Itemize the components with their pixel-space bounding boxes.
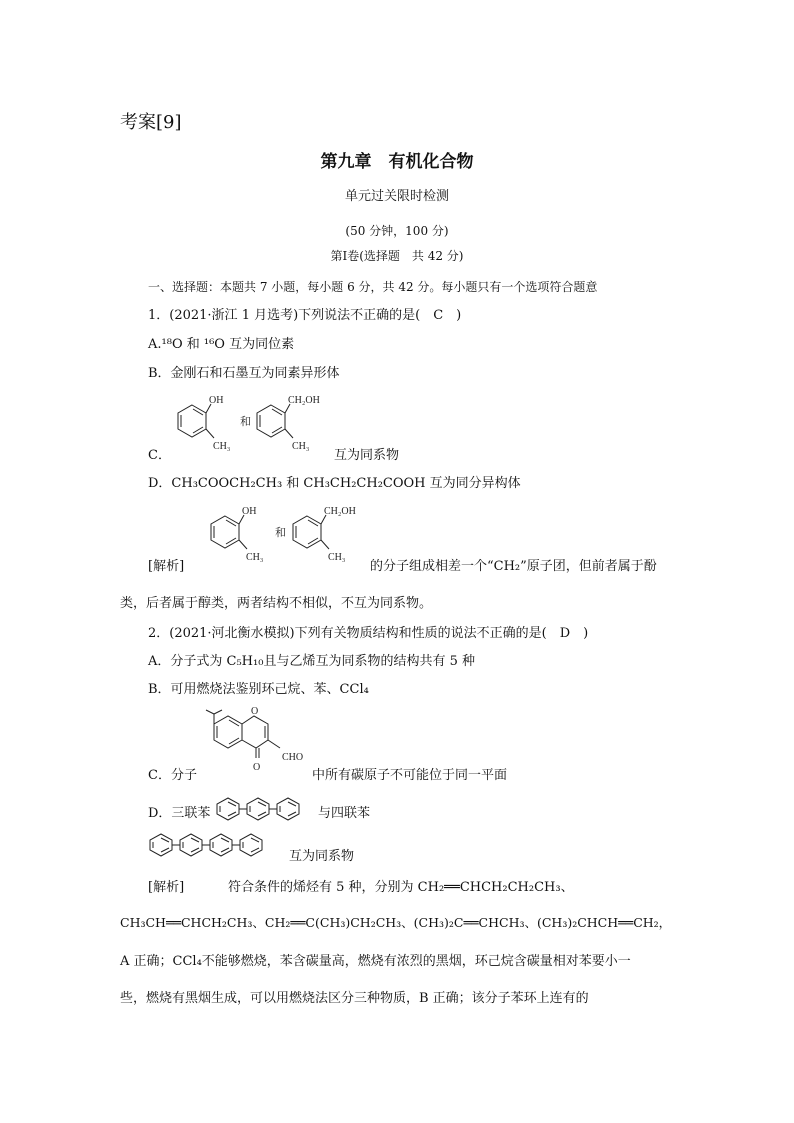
q1-explanation-label: [解析] [148, 559, 185, 574]
volume-title: 第Ⅰ卷(选择题 共 42 分) [330, 249, 464, 263]
q2-stem: 2．(2021·河北衡水模拟)下列有关物质结构和性质的说法不正确的是( D ) [148, 626, 589, 641]
methylbenzyl-alcohol-structure [257, 395, 320, 452]
q1-option-b: B．金刚石和石墨互为同素异形体 [148, 366, 340, 381]
q1-option-c-prefix: C． [148, 448, 171, 463]
exam-label: 考案[9] [120, 112, 182, 133]
q2-explanation-line1: 符合条件的烯烃有 5 种，分别为 CH₂══CHCH₂CH₂CH₃、 [228, 880, 574, 895]
ch3-label: CH₃ [328, 552, 346, 563]
q2-explanation-line3: A 正确；CCl₄不能够燃烧，苯含碳量高，燃烧有浓烈的黑烟，环己烷含碳量相对苯要小一 [120, 954, 631, 969]
and-label: 和 [240, 416, 251, 428]
q2-option-b: B．可用燃烧法鉴别环己烷、苯、CCl₄ [148, 682, 369, 697]
q2-explanation-label: [解析] [148, 880, 185, 895]
keto-o-label: O [253, 762, 261, 773]
ch2oh-label: CH₂OH [288, 395, 320, 406]
quaterphenyl-structure [147, 830, 297, 858]
q1-option-d: D．CH₃COOCH₂CH₃ 和 CH₃CH₂CH₂COOH 互为同分异构体 [148, 476, 521, 491]
q2-explanation-line2: CH₃CH══CHCH₂CH₃、CH₂══C(CH₃)CH₂CH₃、(CH₃)₂C══CHCH₃、(CH₃)₂CHCH══CH₂， [120, 915, 672, 930]
q1-explanation-line2: 类，后者属于醇类，两者结构不相似，不互为同系物。 [120, 596, 433, 611]
q2-option-c-suffix: 中所有碳原子不可能位于同一平面 [312, 768, 508, 783]
cho-label: CHO [282, 752, 304, 763]
ring-o-label: O [251, 706, 259, 717]
q1-option-c-suffix: 互为同系物 [334, 448, 400, 463]
oh-label: OH [242, 506, 257, 517]
terphenyl-structure [214, 794, 318, 822]
o-cresol-structure [211, 506, 263, 563]
q1-stem: 1．(2021·浙江 1 月选考)下列说法不正确的是( C ) [148, 308, 462, 323]
q2-chromone-structure [196, 700, 326, 780]
ch2oh-label: CH₂OH [324, 506, 356, 517]
subtitle: 单元过关限时检测 [344, 189, 449, 204]
ch3-label: CH₃ [246, 552, 264, 563]
q2-explanation-line4: 些，燃烧有黑烟生成，可以用燃烧法区分三种物质，B 正确；该分子苯环上连有的 [120, 991, 589, 1006]
section-instructions: 一、选择题：本题共 7 小题，每小题 6 分，共 42 分。每小题只有一个选项符合题意 [148, 280, 598, 294]
time-score: (50 分钟，100 分) [345, 224, 449, 238]
q1-explanation-line1: 的分子组成相差一个“CH₂”原子团，但前者属于酚 [370, 559, 657, 574]
q2-option-d-mid: 与四联苯 [318, 806, 371, 821]
oh-label: OH [209, 395, 224, 406]
methylbenzyl-alcohol-structure [293, 506, 356, 563]
q2-option-a: A．分子式为 C₅H₁₀且与乙烯互为同系物的结构共有 5 种 [148, 654, 475, 669]
and-label: 和 [275, 527, 286, 539]
q1-explanation-structures [205, 503, 385, 565]
ch3-label: CH₃ [213, 441, 231, 452]
q1-option-a: A.¹⁸O 和 ¹⁶O 互为同位素 [148, 337, 295, 352]
q2-option-d-prefix: D．三联苯 [148, 806, 211, 821]
ch3-label: CH₃ [292, 441, 310, 452]
q2-option-d-suffix: 互为同系物 [289, 849, 355, 864]
chapter-title: 第九章 有机化合物 [320, 152, 474, 172]
o-cresol-structure [178, 395, 230, 452]
q2-option-c-prefix: C．分子 [148, 768, 197, 783]
